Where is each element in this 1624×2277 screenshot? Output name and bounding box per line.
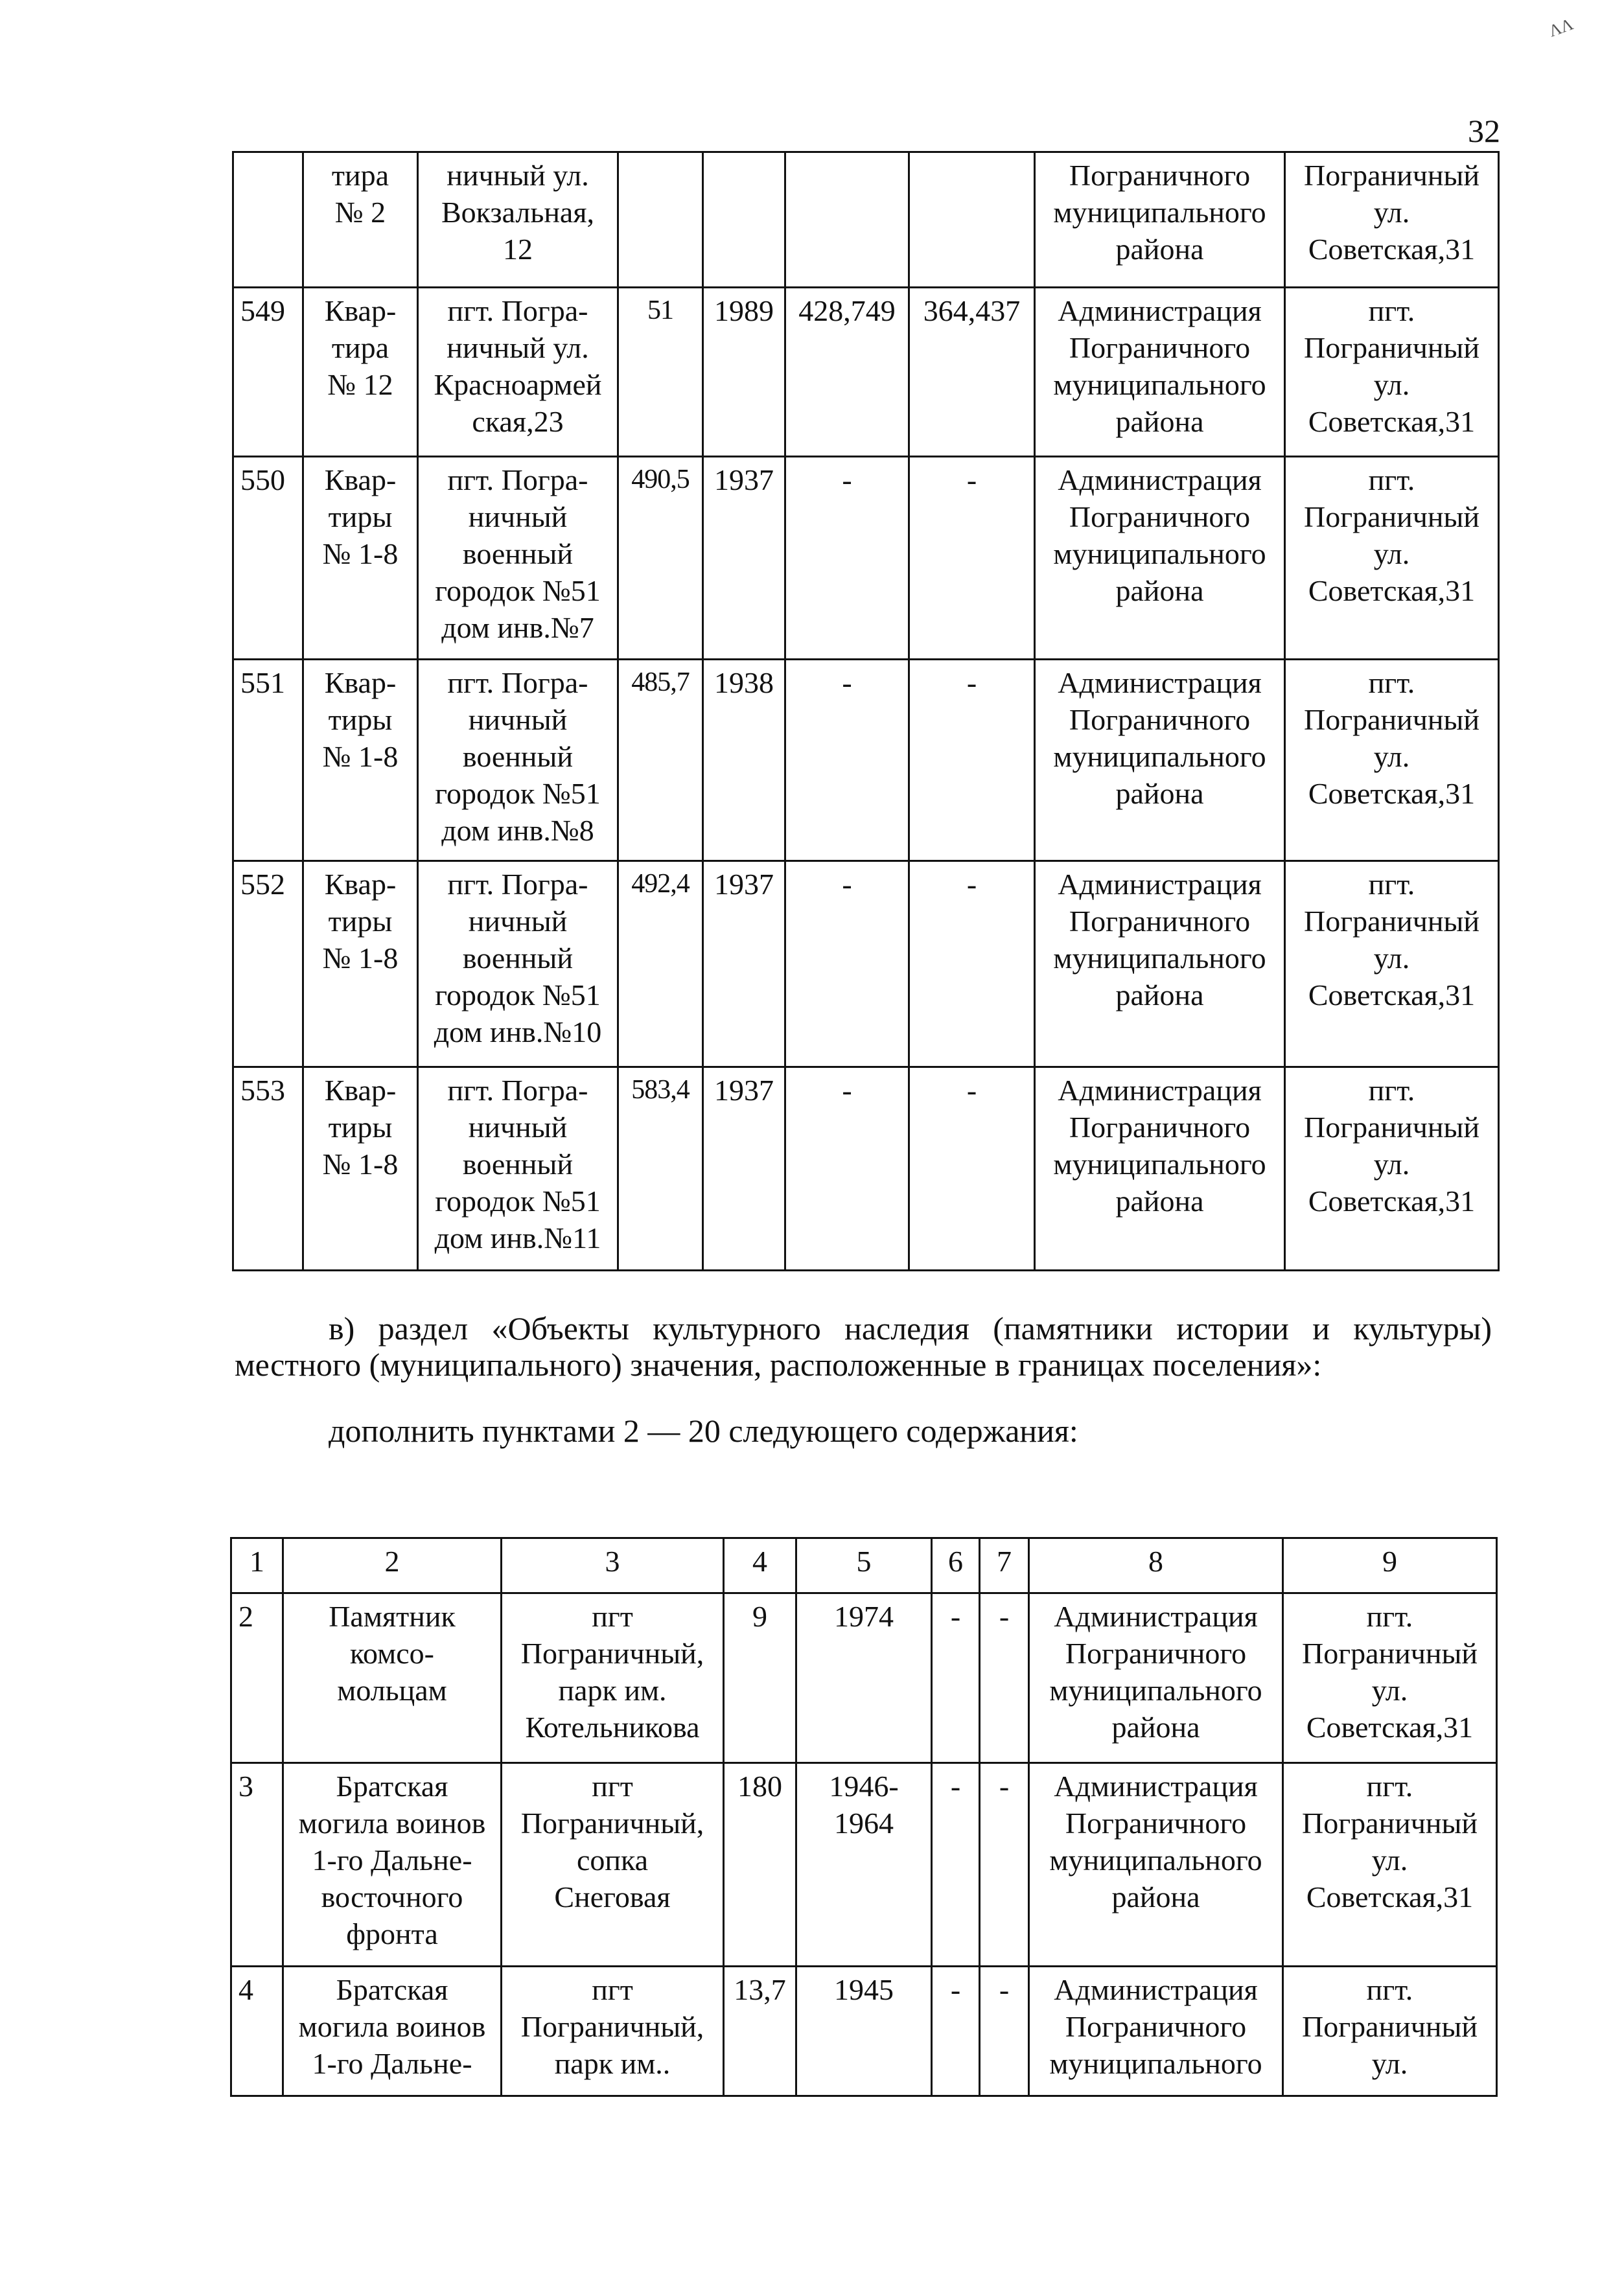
cell-year: 1945 bbox=[796, 1967, 932, 2096]
cell-no: 549 bbox=[233, 288, 303, 457]
property-table bbox=[232, 151, 1500, 1271]
cell-year: 1937 bbox=[703, 861, 785, 1067]
cell-year: 1937 bbox=[703, 457, 785, 660]
cell-name: Квар- тиры № 1-8 bbox=[303, 660, 418, 861]
cell-address: пгт. Погра- ничный ул. Красноармей ская,23 bbox=[418, 288, 618, 457]
cell-year: 1937 bbox=[703, 1067, 785, 1271]
column-number-header: 2 bbox=[283, 1538, 502, 1593]
cell-holder: Пограничного муниципального района bbox=[1035, 152, 1285, 288]
column-number-header: 9 bbox=[1283, 1538, 1497, 1593]
cell-area: 51 bbox=[618, 288, 703, 457]
cell-area: 583,4 bbox=[618, 1067, 703, 1271]
cell-cost: - bbox=[785, 1067, 909, 1271]
cell-residual: - bbox=[909, 1067, 1035, 1271]
cell-cost: - bbox=[785, 457, 909, 660]
cell-year: 1989 bbox=[703, 288, 785, 457]
cell-holder-address: пгт. Пограничный ул. Советская,31 bbox=[1285, 660, 1499, 861]
cell-c6: - bbox=[932, 1593, 980, 1763]
table-row bbox=[233, 288, 1499, 457]
cell-cost: - bbox=[785, 861, 909, 1067]
cell-cost: 428,749 bbox=[785, 288, 909, 457]
cell-no: 552 bbox=[233, 861, 303, 1067]
cell-name: тира № 2 bbox=[303, 152, 418, 288]
cell-no: 551 bbox=[233, 660, 303, 861]
cell-area: 180 bbox=[724, 1763, 796, 1967]
table-row bbox=[233, 861, 1499, 1067]
cell-holder-address: пгт. Пограничный ул. Советская,31 bbox=[1285, 861, 1499, 1067]
cell-cost bbox=[785, 152, 909, 288]
column-number-header: 1 bbox=[231, 1538, 283, 1593]
cell-address: пгт Пограничный, парк им. Котельникова bbox=[502, 1593, 724, 1763]
cell-holder-address: Пограничный ул. Советская,31 bbox=[1285, 152, 1499, 288]
cell-name: Квар- тира № 12 bbox=[303, 288, 418, 457]
cell-holder-address: пгт. Пограничный ул. Советская,31 bbox=[1285, 288, 1499, 457]
cell-cost: - bbox=[785, 660, 909, 861]
cell-holder: Администрация Пограничного муниципального района bbox=[1035, 457, 1285, 660]
cell-residual: 364,437 bbox=[909, 288, 1035, 457]
page-number: 32 bbox=[1468, 113, 1500, 149]
table-row bbox=[233, 1067, 1499, 1271]
cell-address: пгт Пограничный, сопка Снеговая bbox=[502, 1763, 724, 1967]
cell-no bbox=[233, 152, 303, 288]
cell-holder: Администрация Пограничного муниципального района bbox=[1029, 1763, 1283, 1967]
instruction-paragraph: дополнить пунктами 2 — 20 следующего содержания: bbox=[329, 1413, 1078, 1449]
cell-c6: - bbox=[932, 1967, 980, 2096]
cell-residual: - bbox=[909, 660, 1035, 861]
cell-address: пгт. Погра- ничный военный городок №51 дом инв.№11 bbox=[418, 1067, 618, 1271]
table-row bbox=[233, 660, 1499, 861]
cell-holder: Администрация Пограничного муниципального района bbox=[1035, 660, 1285, 861]
cell-name: Квар- тиры № 1-8 bbox=[303, 1067, 418, 1271]
cell-year: 1946- 1964 bbox=[796, 1763, 932, 1967]
cell-no: 550 bbox=[233, 457, 303, 660]
cell-year bbox=[703, 152, 785, 288]
cell-holder-address: пгт. Пограничный ул. Советская,31 bbox=[1285, 1067, 1499, 1271]
cell-holder-address: пгт. Пограничный ул. Советская,31 bbox=[1285, 457, 1499, 660]
cell-holder-address: пгт. Пограничный ул. Советская,31 bbox=[1283, 1763, 1497, 1967]
column-number-header: 7 bbox=[980, 1538, 1029, 1593]
cell-name: Памятник комсо- мольцам bbox=[283, 1593, 502, 1763]
cell-area: 13,7 bbox=[724, 1967, 796, 2096]
cell-holder-address: пгт. Пограничный ул. Советская,31 bbox=[1283, 1593, 1497, 1763]
cell-no: 3 bbox=[231, 1763, 283, 1967]
scan-mark: ɅΛ bbox=[1546, 14, 1576, 41]
table-row bbox=[233, 152, 1499, 288]
table-header-row bbox=[231, 1538, 1497, 1593]
cell-area: 485,7 bbox=[618, 660, 703, 861]
cell-no: 553 bbox=[233, 1067, 303, 1271]
table-row bbox=[231, 1967, 1497, 2096]
cell-residual bbox=[909, 152, 1035, 288]
column-number-header: 5 bbox=[796, 1538, 932, 1593]
cell-residual: - bbox=[909, 861, 1035, 1067]
cell-area: 9 bbox=[724, 1593, 796, 1763]
cell-year: 1938 bbox=[703, 660, 785, 861]
cell-c7: - bbox=[980, 1967, 1029, 2096]
cell-c6: - bbox=[932, 1763, 980, 1967]
cell-c7: - bbox=[980, 1593, 1029, 1763]
cell-year: 1974 bbox=[796, 1593, 932, 1763]
cell-holder-address: пгт. Пограничный ул. bbox=[1283, 1967, 1497, 2096]
column-number-header: 8 bbox=[1029, 1538, 1283, 1593]
cell-address: пгт. Погра- ничный военный городок №51 дом инв.№7 bbox=[418, 457, 618, 660]
cell-holder: Администрация Пограничного муниципального района bbox=[1029, 1593, 1283, 1763]
cell-address: пгт Пограничный, парк им.. bbox=[502, 1967, 724, 2096]
cell-holder: Администрация Пограничного муниципального bbox=[1029, 1967, 1283, 2096]
table-row bbox=[233, 457, 1499, 660]
cell-holder: Администрация Пограничного муниципального района bbox=[1035, 1067, 1285, 1271]
cell-name: Квар- тиры № 1-8 bbox=[303, 457, 418, 660]
cell-no: 2 bbox=[231, 1593, 283, 1763]
table-row bbox=[231, 1593, 1497, 1763]
cell-address: пгт. Погра- ничный военный городок №51 дом инв.№10 bbox=[418, 861, 618, 1067]
cell-residual: - bbox=[909, 457, 1035, 660]
column-number-header: 6 bbox=[932, 1538, 980, 1593]
column-number-header: 4 bbox=[724, 1538, 796, 1593]
cell-address: ничный ул. Вокзальная, 12 bbox=[418, 152, 618, 288]
cell-c7: - bbox=[980, 1763, 1029, 1967]
cell-holder: Администрация Пограничного муниципального района bbox=[1035, 288, 1285, 457]
cell-address: пгт. Погра- ничный военный городок №51 дом инв.№8 bbox=[418, 660, 618, 861]
heritage-table bbox=[230, 1537, 1498, 2097]
cell-area: 492,4 bbox=[618, 861, 703, 1067]
cell-no: 4 bbox=[231, 1967, 283, 2096]
cell-name: Братская могила воинов 1-го Дальне- bbox=[283, 1967, 502, 2096]
cell-area: 490,5 bbox=[618, 457, 703, 660]
table-row bbox=[231, 1763, 1497, 1967]
cell-name: Братская могила воинов 1-го Дальне- восточного фронта bbox=[283, 1763, 502, 1967]
column-number-header: 3 bbox=[502, 1538, 724, 1593]
section-paragraph: в) раздел «Объекты культурного наследия (памятники истории и культуры) местного (муниципального) значения, расположенные в границах поселения»: bbox=[235, 1310, 1492, 1383]
cell-area bbox=[618, 152, 703, 288]
cell-holder: Администрация Пограничного муниципального района bbox=[1035, 861, 1285, 1067]
cell-name: Квар- тиры № 1-8 bbox=[303, 861, 418, 1067]
